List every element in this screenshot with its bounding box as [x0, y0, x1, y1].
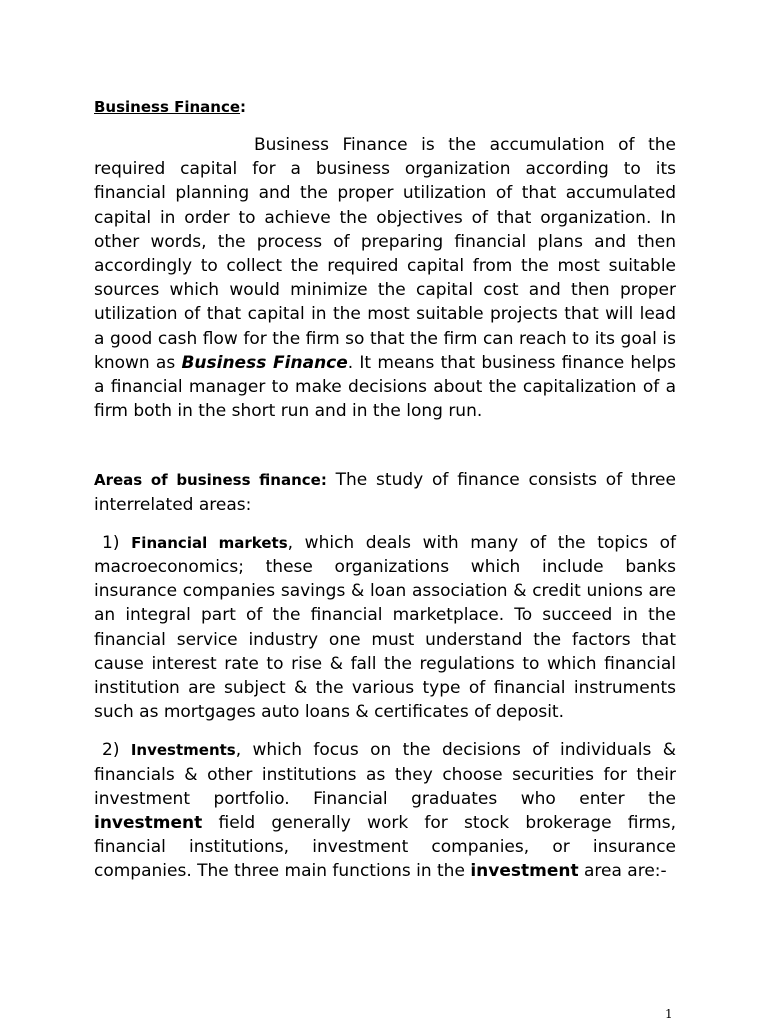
item2-text-a: , which focus on the decisions of individuals & financials & other institutions as they choose securities for their investment portfolio. Financial graduates who enter the	[94, 740, 676, 809]
item-investments	[94, 738, 676, 883]
item1-text: , which deals with many of the topics of macroeconomics; these organizations which include banks insurance companies savings & loan association & credit unions are an integral part of the financial marketplace. To succeed in the financial service industry one must understand the factors that cause interest rate to rise & fall the regulations to which financial institution are subject & the various type of financial instruments such as mortgages auto loans & certificates of deposit.	[94, 532, 676, 723]
areas-text: The study of finance consists of three interrelated areas:	[94, 470, 676, 515]
document-body	[94, 95, 676, 884]
item-financial-markets	[94, 531, 676, 725]
item2-bold-a: investment	[94, 813, 203, 834]
item1-number: 1)	[102, 532, 132, 553]
page-number: 1	[665, 1007, 673, 1021]
section-heading-business-finance	[94, 95, 676, 119]
item2-text-c: area are:-	[578, 861, 667, 882]
intro-paragraph	[94, 133, 676, 423]
heading-title: Business Finance	[94, 98, 241, 116]
item1-term: Financial markets	[131, 533, 288, 552]
item2-term: Investments	[130, 741, 236, 760]
areas-paragraph	[94, 468, 676, 516]
item2-number: 2)	[102, 740, 131, 761]
intro-text-2: . It means that business finance helps a financial manager to make decisions about the capitalization of a firm both in the short run and in the long run.	[94, 352, 676, 422]
item2-text-b: field generally work for stock brokerage firms, financial institutions, investment companies, or insurance companies. The three main functions in the	[94, 813, 676, 882]
intro-text-1: Business Finance is the accumulation of the required capital for a business organization according to its financial planning and the proper utilization of that accumulated capital in order to achieve the objectives of that organization. In other words, the process of preparing financial plans and then accordingly to collect the required capital from the most suitable sources which would minimize the capital cost and then proper utilization of that capital in the most suitable projects that will lead a good cash flow for the firm so that the firm can reach to its goal is known as	[94, 135, 676, 373]
item2-bold-b: investment	[470, 861, 579, 882]
areas-label: Areas of business finance:	[94, 471, 327, 490]
heading-colon: :	[240, 98, 247, 116]
intro-emphasis: Business Finance	[181, 352, 348, 373]
